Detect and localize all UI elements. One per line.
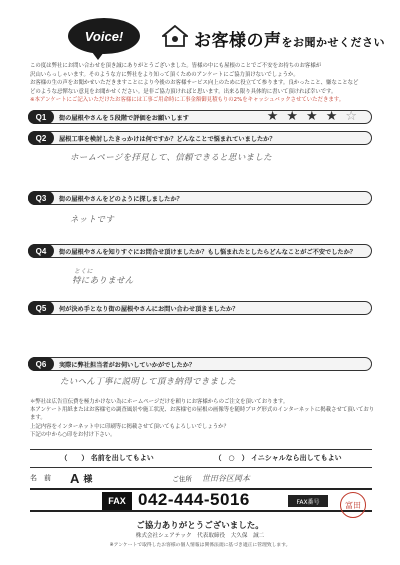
note-line: 本アンケート用紙またはお客様宅の調査風景や施工状況、お客様宅の屋根の画像等を随時ブログ形式のインターネットに掲載させて頂いております。	[30, 407, 375, 422]
handwritten-answer: ネットです	[70, 215, 115, 225]
cashback-note: ※本アンケートにご記入いただけたお客様には工事ご用命時に工事金額御見積もりの2%をキャッシュバックさせていただきます。	[30, 97, 345, 104]
seal-stamp: 富田	[340, 492, 366, 518]
question-number: Q4	[28, 244, 54, 258]
star-outline-icon[interactable]: ☆	[345, 109, 357, 124]
question-bar	[28, 110, 372, 124]
question-text: 屋根工事を検討したきっかけは何ですか？どんなことで悩まれていましたか？	[59, 135, 276, 143]
name-suffix: 様	[83, 474, 93, 485]
handwritten-answer: たいへん丁寧に説明して頂き納得できました	[60, 377, 237, 387]
name-label: 名 前	[30, 474, 51, 482]
question-text: 街の屋根やさんをどのように探しましたか？	[59, 195, 183, 203]
question-number: Q3	[28, 191, 54, 205]
question-bar	[28, 191, 372, 205]
question-number: Q2	[28, 131, 54, 145]
company-info: 株式会社シェアテック 代表取締役 大久保 誠二	[135, 533, 265, 539]
question-5	[28, 301, 372, 363]
question-4	[28, 244, 372, 308]
intro-text	[30, 62, 375, 105]
fax-label: FAX	[102, 492, 132, 510]
intro-line: どのような忌憚ない意見をお聞かせください。是非ご協力頂ければと思います。出来る限り具体的に書いて頂ければ幸いです。	[30, 88, 337, 95]
fax-row	[30, 488, 372, 512]
fax-number: 042-444-5016	[138, 490, 250, 509]
title-main: お客様の声	[194, 31, 282, 51]
note-line: ＊弊社は広告宣伝費を極力かけない為にホームページだけを頼りにお客様からのご注文を頂いております。	[30, 399, 289, 405]
star-icon[interactable]: ★	[325, 109, 338, 124]
handwritten-note: とくに	[74, 268, 93, 275]
header	[58, 14, 385, 64]
answer-area[interactable]	[28, 371, 372, 401]
name-value[interactable]: A	[70, 470, 80, 486]
star-icon[interactable]: ★	[286, 109, 299, 124]
privacy-note: ※アンケートで取得したお客様の個人情報は関係法規に基づき適正に管理致します。	[109, 543, 291, 548]
question-number: Q5	[28, 301, 54, 315]
question-bar	[28, 244, 372, 258]
thanks-message: ご協力ありがとうございました。	[136, 521, 264, 531]
option-initial-ok[interactable]	[214, 453, 341, 463]
option-name-ok[interactable]	[60, 453, 153, 463]
option-checkbox[interactable]: （ ）	[60, 454, 89, 462]
option-label: 名前を出してもよい	[90, 454, 154, 462]
publish-options	[30, 451, 372, 465]
question-text: 街の屋根やさんを知りすぐにお問合せ頂けましたか？もし悩まれたとしたらどんなことがご不安でしたか？	[59, 248, 356, 256]
question-text: 実際に弊社担当者がお伺いしていかがでしたか？	[59, 361, 196, 369]
note-line: 上記内容をインターネット中に印刷等に掲載させて頂いてもよろしいでしょうか？	[30, 423, 229, 430]
house-icon	[162, 24, 188, 48]
handwritten-answer: 特にありません	[72, 276, 134, 286]
option-checkbox[interactable]: （ ○ ）	[214, 454, 249, 462]
question-bar	[28, 357, 372, 371]
permission-note	[30, 398, 375, 439]
handwritten-answer: ホームページを拝見して、信頼できると思いました	[70, 153, 273, 163]
intro-line: お客様の生の声をお聞かせいただきますことにより今後のお客様サービス向上のために役立てて参ります。良かったこと、嫌なことなど	[30, 80, 359, 87]
rating-stars[interactable]	[267, 110, 357, 124]
question-text: 何が決め手となり街の屋根やさんにお問い合わせ頂きましたか？	[59, 305, 239, 313]
question-1	[28, 110, 372, 124]
divider	[30, 467, 372, 468]
option-label: イニシャルなら出してもよい	[251, 454, 342, 462]
address-label: ご住所	[172, 474, 192, 483]
question-number: Q6	[28, 357, 54, 371]
address-value[interactable]: 世田谷区岡本	[201, 473, 250, 483]
question-3	[28, 191, 372, 251]
page-title	[194, 26, 385, 51]
question-6	[28, 357, 372, 401]
question-text: 街の屋根やさんを５段階で評価をお願いします	[59, 114, 189, 122]
star-icon[interactable]: ★	[266, 109, 279, 124]
note-line: 下記の中から○印をお付け下さい。	[30, 431, 116, 438]
answer-area[interactable]	[28, 315, 372, 363]
title-sub: をお聞かせください	[281, 36, 385, 49]
question-bar	[28, 301, 372, 315]
divider	[30, 449, 372, 450]
question-number: Q1	[28, 110, 54, 124]
intro-line: 沢山いらっしゃいます。そのような方に弊社をより知って頂くためのアンケートにご協力頂けないでしょうか。	[30, 71, 299, 78]
question-bar	[28, 131, 372, 145]
star-icon[interactable]: ★	[306, 109, 318, 124]
voice-speech-bubble: Voice!	[68, 18, 140, 54]
customer-info-row	[30, 470, 372, 486]
intro-line: この度は弊社にお問い合わせを頂き誠にありがとうございました。皆様の中にも屋根のことでご不安をお持ちのお客様が	[30, 63, 322, 69]
fax-number-tag: FAX番号	[288, 495, 328, 507]
